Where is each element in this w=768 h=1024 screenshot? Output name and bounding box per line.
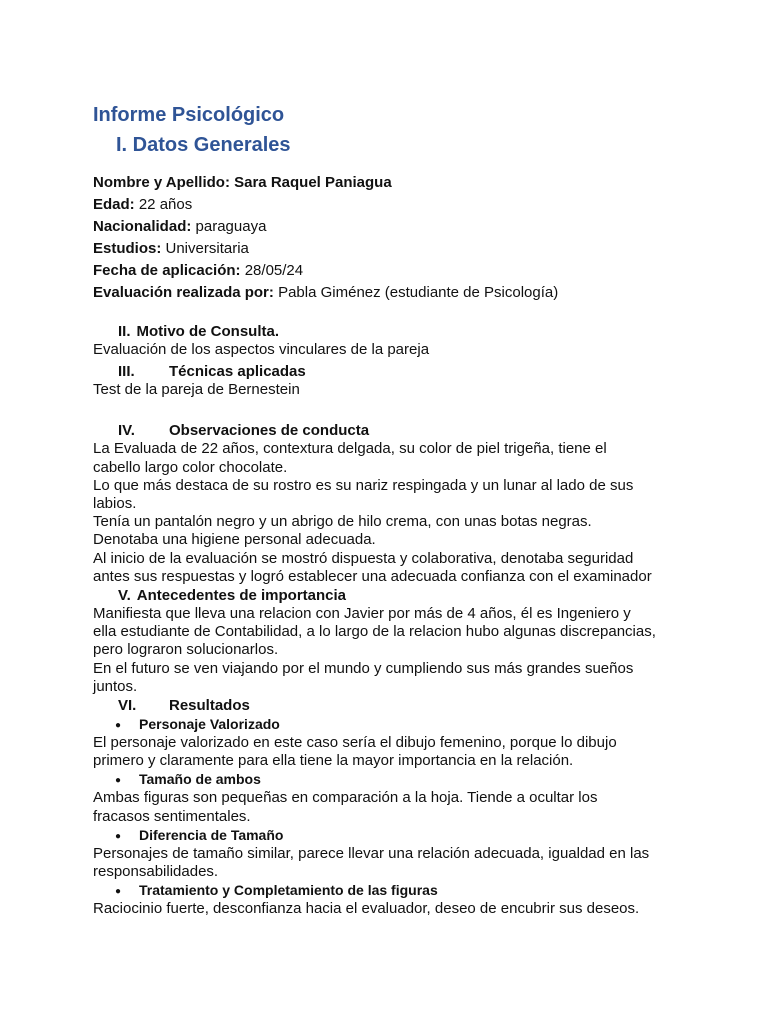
bullet-icon: ● [115,886,122,898]
result-text-tamano: Ambas figuras son pequeñas en comparación a la hoja. Tiende a ocultar los fracasos sentimentales. [93,789,598,825]
section-resultados-heading: VI. Resultados [118,697,250,715]
result-bullet-tamano: ● Tamaño de ambos [93,770,693,789]
field-nacionalidad: Nacionalidad: paraguaya [93,218,267,235]
section-motivo-heading: II. Motivo de Consulta. [118,323,280,340]
result-bullet-diferencia: ● Diferencia de Tamaño [93,826,693,845]
result-bullet-tratamiento: ● Tratamiento y Completamiento de las figuras [93,881,693,900]
section-datos-generales-heading: I. Datos Generales [116,134,291,156]
bullet-icon: ● [115,775,122,787]
bullet-icon: ● [115,719,122,731]
section-motivo-text: Evaluación de los aspectos vinculares de la pareja [93,341,430,358]
document-page [93,100,693,918]
bullet-icon: ● [115,830,122,842]
section-observaciones-heading: IV. Observaciones de conducta [118,422,370,440]
section-antecedentes-heading: V. Antecedentes de importancia [118,587,347,605]
section-observaciones-text: La Evaluada de 22 años, contextura delgada, su color de piel trigeña, tiene el cabello largo color chocolate. Lo que más destaca de su rostro es su nariz respingada y un lunar al lado de sus labios. Tenía un pantalón negro y un abrigo de hilo crema, con unas botas negras. Denotaba una higiene personal adecuada. Al inicio de la evaluación se mostró dispuesta y colaborativa, denotaba seguridad antes sus respuestas y logró establecer una adecuada confianza con el examinador [93,440,652,585]
document-title: Informe Psicológico [93,104,285,126]
result-bullet-personaje: ● Personaje Valorizado [93,715,693,734]
result-text-diferencia: Personajes de tamaño similar, parece llevar una relación adecuada, igualdad en las responsabilidades. [93,844,650,881]
result-text-tratamiento: Raciocinio fuerte, desconfianza hacia el evaluador, deseo de encubrir sus deseos. [93,900,640,918]
section-tecnicas-heading: III. Técnicas aplicadas [118,363,306,381]
section-antecedentes-text: Manifiesta que lleva una relacion con Javier por más de 4 años, él es Ingeniero y ella estudiante de Contabilidad, a lo largo de la relacion hubo algunas discrepancias, pero lograron solucionarlos. En el futuro se ven viajando por el mundo y cumpliendo sus más grandes sueños juntos. [93,605,656,695]
field-nombre: Nombre y Apellido: Sara Raquel Paniagua [93,174,392,191]
field-edad: Edad: 22 años [93,196,193,213]
field-fecha: Fecha de aplicación: 28/05/24 [93,262,304,279]
field-estudios: Estudios: Universitaria [93,240,249,257]
result-text-personaje: El personaje valorizado en este caso sería el dibujo femenino, porque lo dibujo primero y claramente para ella tiene la mayor importancia en la relación. [93,734,617,770]
field-evaluador: Evaluación realizada por: Pabla Giménez (estudiante de Psicología) [93,284,559,301]
section-tecnicas-text: Test de la pareja de Bernestein [93,381,300,399]
